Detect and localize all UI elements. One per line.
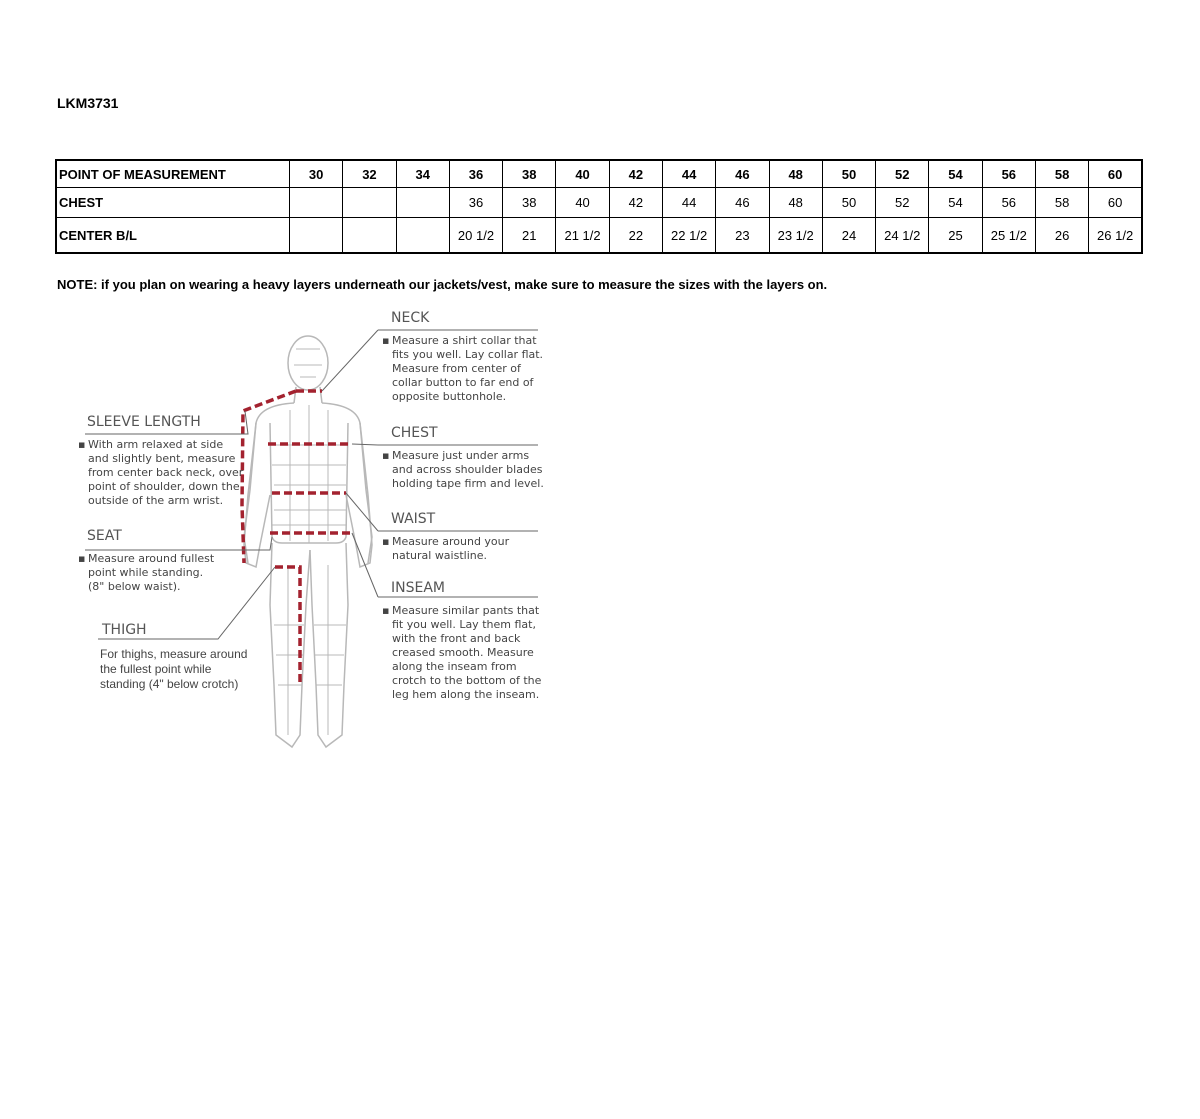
table-cell [290,188,343,218]
style-code: LKM3731 [57,95,119,111]
waist-text-line: natural waistline. [392,549,487,562]
sleeve-text-line: and slightly bent, measure [88,452,236,465]
chest-text-line: and across shoulder blades [392,463,543,476]
table-cell: 36 [449,188,502,218]
neck-text-line: collar button to far end of [392,376,534,389]
table-cell: 50 [822,160,875,188]
table-cell: 46 [716,188,769,218]
neck-text-line: fits you well. Lay collar flat. [392,348,544,361]
table-cell: 40 [556,160,609,188]
size-chart-table [55,159,1143,254]
thigh-text-line: the fullest point while [100,662,212,676]
table-cell: 24 [822,218,875,254]
table-cell: 48 [769,160,822,188]
waist-title: WAIST [391,511,436,527]
table-cell: 44 [662,188,715,218]
sleeve-bullet-icon: ▪ [78,438,86,451]
table-cell: 54 [929,160,982,188]
table-cell: 36 [449,160,502,188]
table-cell [343,218,396,254]
seat-title: SEAT [87,528,122,544]
table-cell [290,218,343,254]
table-cell: POINT OF MEASUREMENT [56,160,290,188]
seat-callout [78,528,215,593]
inseam-text-line: creased smooth. Measure [392,646,534,659]
inseam-text-line: Measure similar pants that [392,604,540,617]
table-cell: 20 1/2 [449,218,502,254]
inseam-callout [382,580,542,701]
table-cell: 26 1/2 [1089,218,1142,254]
table-cell: 58 [1035,188,1088,218]
table-cell: 23 [716,218,769,254]
waist-callout [382,511,510,562]
table-cell: 48 [769,188,822,218]
inseam-text-line: leg hem along the inseam. [392,688,540,701]
thigh-text-line: standing (4" below crotch) [100,677,239,691]
table-cell: 52 [876,160,929,188]
table-row [56,218,1142,254]
table-cell: 58 [1035,160,1088,188]
table-cell: 21 [503,218,556,254]
neck-callout [382,310,543,403]
table-cell: 22 [609,218,662,254]
sleeve-text-line: With arm relaxed at side [88,438,224,451]
seat-bullet-icon: ▪ [78,552,86,565]
table-cell: 60 [1089,188,1142,218]
inseam-text-line: crotch to the bottom of the [392,674,542,687]
table-cell: 44 [662,160,715,188]
table-header-row [56,160,1142,188]
sleeve-length-title: SLEEVE LENGTH [87,414,201,430]
table-cell: 52 [876,188,929,218]
measurement-tape-lines [242,391,352,685]
chest-title: CHEST [391,425,438,441]
table-cell: 56 [982,188,1035,218]
table-cell: 25 [929,218,982,254]
table-cell: 56 [982,160,1035,188]
neck-text-line: Measure a shirt collar that [392,334,537,347]
inseam-title: INSEAM [391,580,445,596]
table-cell: 42 [609,160,662,188]
body-figure-illustration [244,336,372,747]
table-cell: 38 [503,188,556,218]
table-cell: 25 1/2 [982,218,1035,254]
seat-text-line: (8" below waist). [88,580,181,593]
sleeve-text-line: from center back neck, over [88,466,244,479]
measurement-guide-diagram [60,305,560,765]
seat-text-line: point while standing. [88,566,204,579]
inseam-text-line: fit you well. Lay them flat, [392,618,536,631]
table-cell: 21 1/2 [556,218,609,254]
table-cell: 50 [822,188,875,218]
seat-text-line: Measure around fullest [88,552,215,565]
table-cell: 38 [503,160,556,188]
table-cell: 46 [716,160,769,188]
table-cell: 26 [1035,218,1088,254]
sleeve-length-callout [78,414,244,507]
table-cell: 24 1/2 [876,218,929,254]
table-cell: 60 [1089,160,1142,188]
sleeve-text-line: point of shoulder, down the [88,480,240,493]
table-cell: 42 [609,188,662,218]
table-cell [396,218,449,254]
inseam-text-line: with the front and back [392,632,521,645]
table-cell: 34 [396,160,449,188]
thigh-text-line: For thighs, measure around [100,647,248,661]
table-cell [396,188,449,218]
thigh-title: THIGH [102,622,147,638]
table-row [56,188,1142,218]
neck-text-line: opposite buttonhole. [392,390,507,403]
table-cell: 23 1/2 [769,218,822,254]
chest-text-line: Measure just under arms [392,449,530,462]
table-cell: 54 [929,188,982,218]
layering-note: NOTE: if you plan on wearing a heavy layers underneath our jackets/vest, make sure to measure the sizes with the layers on. [57,277,828,292]
chest-text-line: holding tape firm and level. [392,477,544,490]
inseam-bullet-icon: ▪ [382,604,390,617]
waist-text-line: Measure around your [392,535,510,548]
table-cell: CHEST [56,188,290,218]
table-cell: 22 1/2 [662,218,715,254]
neck-text-line: Measure from center of [392,362,521,375]
table-cell: 30 [290,160,343,188]
neck-bullet-icon: ▪ [382,334,390,347]
waist-bullet-icon: ▪ [382,535,390,548]
chest-callout [382,425,544,490]
neck-title: NECK [391,310,430,326]
chest-bullet-icon: ▪ [382,449,390,462]
table-cell: 40 [556,188,609,218]
inseam-text-line: along the inseam from [392,660,517,673]
table-cell [343,188,396,218]
thigh-callout [100,622,247,691]
sleeve-text-line: outside of the arm wrist. [88,494,224,507]
table-cell: CENTER B/L [56,218,290,254]
table-cell: 32 [343,160,396,188]
